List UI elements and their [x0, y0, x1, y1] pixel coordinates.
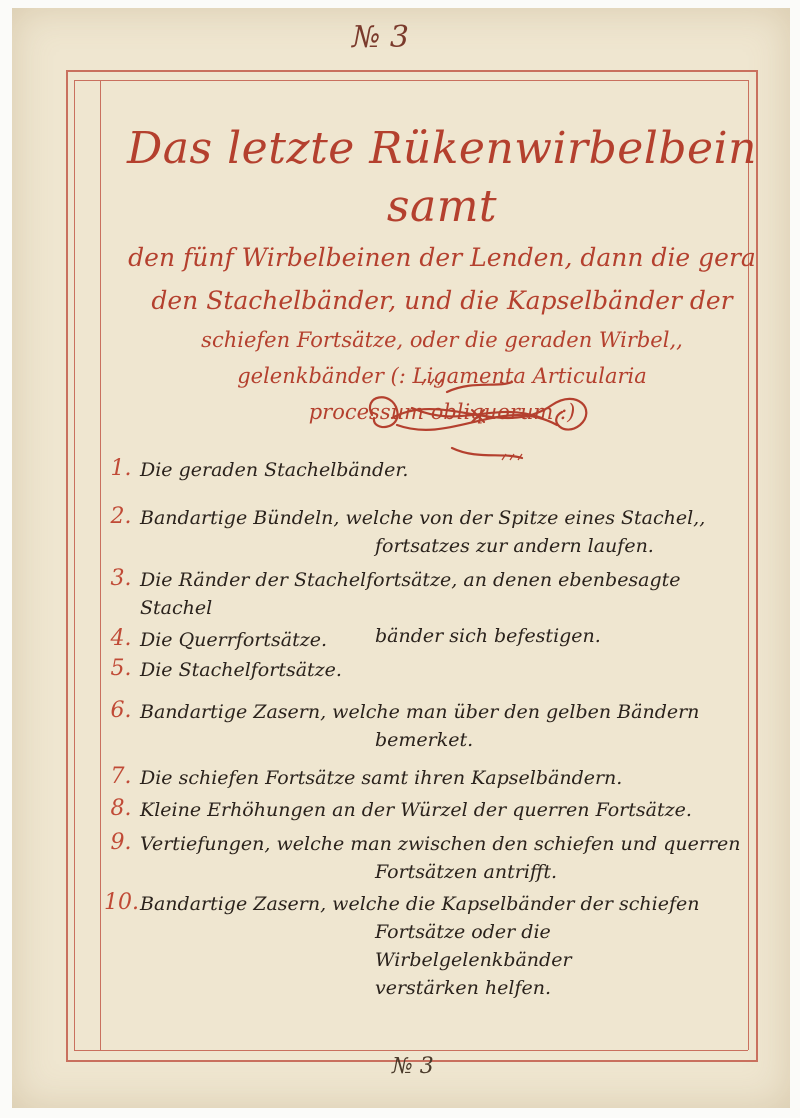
item-number: 1.: [110, 456, 132, 481]
item-line: Die schiefen Fortsätze samt ihren Kapselbändern.: [140, 767, 623, 789]
item-line: Bandartige Zasern, welche man über den gelben Bändern: [140, 701, 700, 723]
outer-frame-left: [66, 70, 68, 1062]
item-number: 5.: [110, 656, 132, 681]
item-number: 10.: [104, 890, 139, 915]
item-line: Die Querrfortsätze.: [140, 629, 328, 651]
title-line-3: den Stachelbänder, und die Kapselbänder der: [151, 286, 733, 315]
item-number: 4.: [110, 626, 132, 651]
margin-rule: [100, 80, 101, 1050]
item-text: [140, 890, 748, 1002]
item-line: fortsatzes zur andern laufen.: [375, 535, 654, 557]
title-line-2: den fünf Wirbelbeinen der Lenden, dann die gera: [128, 243, 756, 272]
manuscript-page: [12, 8, 790, 1108]
title-line-5: gelenkbänder (: Ligamenta Articularia: [237, 364, 647, 388]
item-number: 6.: [110, 698, 132, 723]
inner-frame-top: [74, 80, 748, 81]
item-text: [140, 830, 748, 886]
item-line: Bandartige Bündeln, welche von der Spitze eines Stachel,,: [140, 507, 706, 529]
item-line: Die geraden Stachelbänder.: [140, 459, 409, 481]
item-line: Die Stachelfortsätze.: [140, 659, 342, 681]
inner-frame-left: [74, 80, 75, 1050]
item-line: verstärken helfen.: [375, 977, 552, 999]
item-line: bemerket.: [375, 729, 474, 751]
item-number: 2.: [110, 504, 132, 529]
page-number-top: № 3: [352, 20, 410, 55]
item-line: Fortsätze oder die Wirbelgelenkbänder: [375, 921, 572, 971]
item-text: [140, 796, 748, 824]
page-number-bottom: № 3: [392, 1054, 434, 1079]
item-text: [140, 626, 748, 654]
item-line: bänder sich befestigen.: [375, 625, 601, 647]
calligraphic-flourish-icon: [352, 370, 602, 470]
item-number: 9.: [110, 830, 132, 855]
item-text: [140, 456, 748, 484]
title-line-1: Das letzte Rükenwirbelbein samt: [127, 123, 757, 232]
item-text: [140, 698, 748, 754]
item-line: Fortsätzen antrifft.: [375, 861, 558, 883]
item-number: 3.: [110, 566, 132, 591]
inner-frame-bottom: [74, 1050, 748, 1051]
title-line-6: processum obliquorum :): [308, 400, 576, 424]
item-line: Die Ränder der Stachelfortsätze, an denen ebenbesagte Stachel: [140, 569, 681, 619]
outer-frame-top: [66, 70, 758, 72]
item-text: [140, 504, 748, 560]
item-line: Bandartige Zasern, welche die Kapselbänder der schiefen: [140, 893, 700, 915]
item-number: 7.: [110, 764, 132, 789]
title-line-4: schiefen Fortsätze, oder die geraden Wirbel,,: [201, 328, 683, 352]
item-number: 8.: [110, 796, 132, 821]
item-line: Kleine Erhöhungen an der Würzel der querren Fortsätze.: [140, 799, 692, 821]
item-line: Vertiefungen, welche man zwischen den schiefen und querren: [140, 833, 741, 855]
item-text: [140, 764, 748, 792]
item-text: [140, 656, 748, 684]
